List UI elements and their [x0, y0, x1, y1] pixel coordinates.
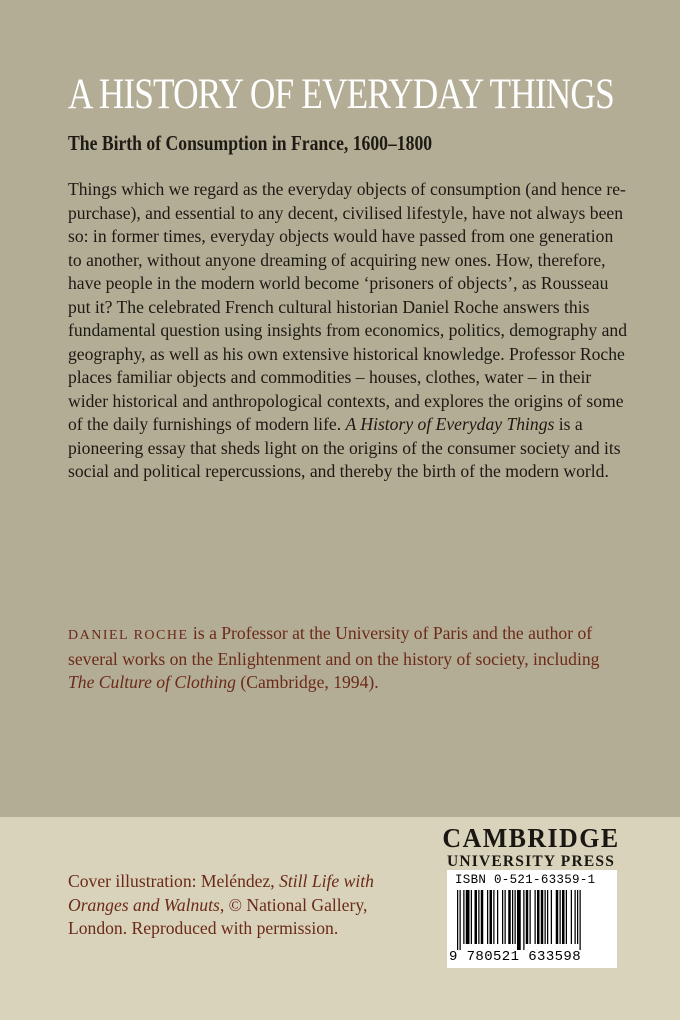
barcode-bar [556, 890, 559, 944]
barcode-bar [493, 890, 494, 944]
barcode-bar [517, 890, 521, 950]
barcode-bar [490, 890, 493, 944]
barcode-bar [530, 890, 531, 944]
barcode-bar [575, 890, 576, 944]
blurb-text-end: is a pioneering essay that sheds light on the origins of the consumer society and its social and political repercussions, and thereby the birth of the modern world. [68, 414, 621, 481]
barcode-bar [512, 890, 513, 944]
barcode-bar [560, 890, 561, 944]
book-title: A HISTORY OF EVERYDAY THINGS [68, 71, 614, 118]
barcode-bar [481, 890, 484, 944]
blurb-paragraph [68, 178, 628, 484]
barcode-bar [580, 890, 581, 950]
credit-text: Cover illustration: Meléndez, [68, 871, 280, 891]
barcode [447, 870, 617, 968]
isbn-number: ISBN 0-521-63359-1 [455, 873, 596, 887]
barcode-bar [475, 890, 478, 944]
barcode-bar [471, 890, 472, 944]
publisher-name: CAMBRIDGE [442, 823, 620, 853]
author-name: DANIEL ROCHE [68, 628, 189, 643]
ean-number: 9 780521 633598 [449, 949, 582, 965]
barcode-bar [508, 890, 511, 944]
barcode-bar [457, 890, 458, 950]
credit-text-end: , © National Gallery, London. Reproduced with permission. [68, 894, 368, 938]
barcode-bar [515, 890, 516, 944]
barcode-bar [478, 890, 479, 944]
bio-text-end: (Cambridge, 1994). [235, 672, 379, 692]
barcode-bar [562, 890, 565, 944]
bio-book-title: The Culture of Clothing [68, 672, 236, 692]
barcode-bar [466, 890, 470, 944]
barcode-bar [566, 890, 567, 944]
barcode-bar [535, 890, 536, 944]
barcode-bar [526, 890, 529, 944]
barcode-bar [551, 890, 552, 944]
blurb-book-title: A History of Everyday Things [345, 414, 555, 434]
credit-painting-title: Still Life with Oranges and Walnuts [68, 871, 374, 915]
author-bio [68, 622, 628, 695]
cover-credit [68, 870, 418, 941]
barcode-bar [571, 890, 572, 944]
barcode-bar [505, 890, 506, 944]
book-subtitle: The Birth of Consumption in France, 1600–1800 [68, 131, 433, 155]
publisher-logo [438, 823, 624, 871]
barcode-bars [451, 890, 613, 950]
barcode-bar [487, 890, 488, 944]
barcode-bar [541, 890, 544, 944]
barcode-bar [545, 890, 546, 944]
blurb-text: Things which we regard as the everyday objects of consumption (and hence re-purchase), and essential to any decent, civilised lifestyle, have not always been so: in former times, everyday objects would have passed from one generation to another, without anyone dreaming of acquiring new ones. How, therefore, have people in the modern world become ‘prisoners of objects’, as Rousseau put it? The celebrated French cultural historian Daniel Roche answers this fundamental question using insights from economics, politics, demography and geography, as well as his own extensive historical knowledge. Professor Roche places familiar objects and commodities – houses, clothes, water – in their wider historical and anthropological contexts, and explores the origins of some of the daily furnishings of modern life. [68, 179, 627, 434]
barcode-bar [523, 890, 524, 950]
barcode-bar [537, 890, 540, 944]
barcode-bar [577, 890, 578, 944]
barcode-bar [497, 890, 498, 944]
barcode-bar [502, 890, 503, 944]
barcode-bar [460, 890, 461, 950]
barcode-bar [547, 890, 548, 944]
barcode-bar [463, 890, 464, 944]
bio-text: is a Professor at the University of Paris and the author of several works on the Enlightenment and on the history of society, including [68, 623, 600, 669]
publisher-subtitle: UNIVERSITY PRESS [446, 853, 616, 870]
